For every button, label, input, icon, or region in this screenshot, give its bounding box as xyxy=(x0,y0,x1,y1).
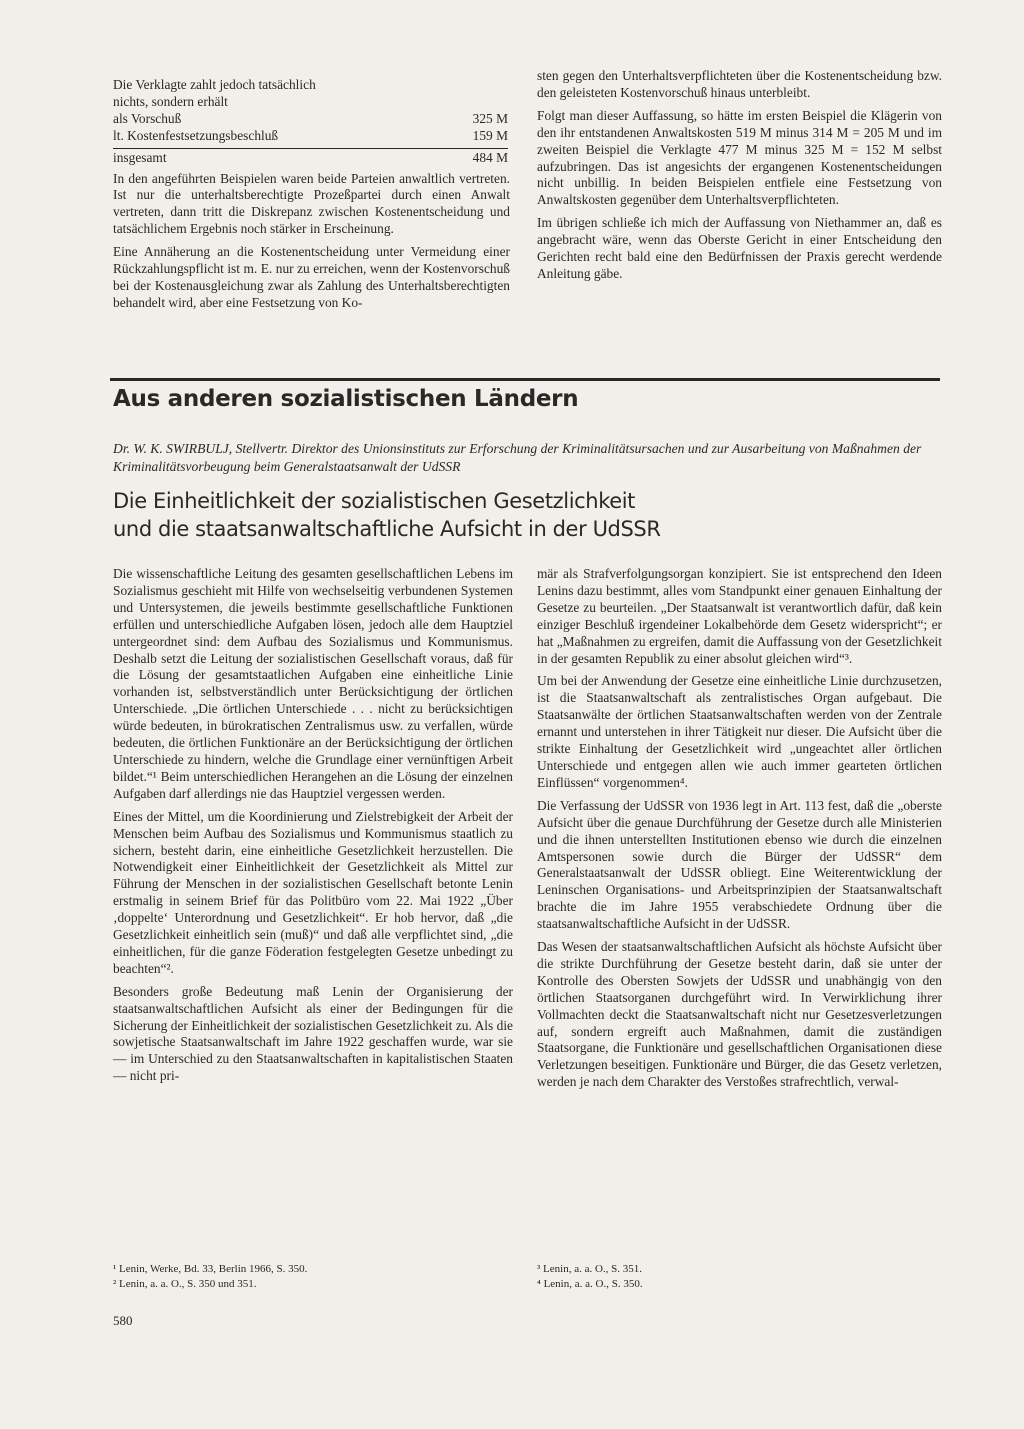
paragraph: sten gegen den Unterhaltsverpflichteten über die Kostenentscheidung bzw. den geleisteten Kostenvorschuß hinaus unterbleibt. xyxy=(537,68,942,100)
footnotes-left xyxy=(113,1262,513,1292)
intro-line: nichts, sondern erhält xyxy=(113,93,228,109)
article-title-line: Die Einheitlichkeit der sozialistischen Gesetzlichkeit xyxy=(113,489,636,513)
top-right-column xyxy=(537,68,942,289)
article-title xyxy=(113,488,943,543)
cost-ledger xyxy=(113,111,508,167)
section-divider xyxy=(110,378,940,381)
article-right-column xyxy=(537,566,942,1097)
paragraph: In den angeführten Beispielen waren beide Parteien anwaltlich vertreten. Ist nur die unterhaltsberechtigte Prozeßpartei durch einen Anwalt vertreten, dann tritt die Diskrepanz zwischen Kostenentscheidung und tatsächlichem Ergebnis noch stärker in Erscheinung. xyxy=(113,170,510,237)
intro-line: Die Verklagte zahlt jedoch tatsächlich xyxy=(113,77,316,92)
paragraph: mär als Strafverfolgungsorgan konzipiert. Sie ist entsprechend den Ideen Lenins dazu bestimmt, alles vom Standpunkt einer genauen Einhaltung der Gesetze zu beurteilen. „Der Staatsanwalt ist verantwortlich dafür, daß kein einziger Beschluß irgendeiner Lokalbehörde dem Gesetz widerspricht“; er hat „Maßnahmen zu ergreifen, damit die Auffassung von der Gesetzlichkeit in der gesamten Republik zu einer absolut gleichen wird“³. xyxy=(537,566,942,666)
top-left-column xyxy=(113,77,510,318)
ledger-row xyxy=(113,128,508,145)
paragraph: Das Wesen der staatsanwaltschaftlichen Aufsicht als höchste Aufsicht über die strikte Durchführung der Gesetze besteht darin, daß sie unter der Kontrolle des Obersten Sowjets der UdSSR und unabhängig von den örtlichen Staatsorganen durchgeführt wird. In Verwirklichung ihrer Vollmachten deckt die Staatsanwaltschaft nicht nur Gesetzesverletzungen auf, sondern ergreift auch Maßnahmen, damit die zuständigen Staatsorgane, die Funktionäre und gesellschaftlichen Organisationen diese Verletzungen beseitigen. Funktionäre und Bürger, die das Gesetz verletzen, werden je nach dem Charakter des Verstoßes strafrechtlich, verwal- xyxy=(537,939,942,1090)
section-heading: Aus anderen sozialistischen Ländern xyxy=(113,386,579,412)
ledger-total-amount: 484 M xyxy=(472,149,508,165)
ledger-total-label: insgesamt xyxy=(113,149,167,165)
paragraph: Um bei der Anwendung der Gesetze eine einheitliche Linie durchzusetzen, ist die Staatsanwaltschaft als zentralistisches Organ aufgebaut. Die Staatsanwälte der örtlichen Staatsanwaltschaften werden von der Zentrale ernannt und unterstehen in ihrer Tätigkeit nur dieser. Die Aufsicht über die strikte Einhaltung der Gesetzlichkeit wird „ungeachtet aller örtlichen Unterschiede und entgegen allen wie auch immer gearteten örtlichen Einflüssen“ vorgenommen⁴. xyxy=(537,673,942,790)
paragraph: Die wissenschaftliche Leitung des gesamten gesellschaftlichen Lebens im Sozialismus geschieht mit Hilfe von wechselseitig verbundenen Systemen und Untersystemen, die jeweils bestimmte gesellschaftliche Funktionen erfüllen und unterschiedliche Aufgaben lösen, jedoch alle dem Hauptziel untergeordnet sind: dem Aufbau des Sozialismus und Kommunismus. Deshalb setzt die Leitung der sozialistischen Gesellschaft voraus, daß für die Lösung der gesamtstaatlichen Aufgaben eine einheitliche Linie vorhanden ist, selbstverständlich unter Berücksichtigung der örtlichen Unterschiede. „Die örtlichen Unterschiede . . . nicht zu berücksichtigen würde bedeuten, in bürokratischen Zentralismus usw. zu verfallen, würde bedeuten, die örtlichen Funktionäre an der Berücksichtigung der örtlichen Unterschiede zu hindern, welche die Grundlage einer vernünftigen Arbeit bildet.“¹ Beim unterschiedlichen Herangehen an die Lösung der einzelnen Aufgaben darf allerdings nie das Hauptziel vergessen werden. xyxy=(113,566,513,801)
ledger-amount: 159 M xyxy=(472,127,508,143)
author-byline: Dr. W. K. SWIRBULJ, Stellvertr. Direktor des Unionsinstituts zur Erforschung der Kriminalitätsursachen und zur Ausarbeitung von Maßnahmen der Kriminalitätsvorbeugung beim Generalstaatsanwalt der UdSSR xyxy=(113,441,922,474)
paragraph: Eine Annäherung an die Kostenentscheidung unter Vermeidung einer Rückzahlungspflicht ist m. E. nur zu erreichen, wenn der Kostenvorschuß bei der Kostenausgleichung zwar als Zahlung des Unterhaltsberechtigten behandelt wird, aber eine Festsetzung von Ko- xyxy=(113,244,510,310)
ledger-label: als Vorschuß xyxy=(113,110,182,126)
footnote: ⁴ Lenin, a. a. O., S. 350. xyxy=(537,1278,643,1290)
ledger-row xyxy=(113,111,508,128)
footnotes-right xyxy=(537,1262,942,1292)
ledger-total-row xyxy=(113,148,508,167)
footnote: ¹ Lenin, Werke, Bd. 33, Berlin 1966, S. 350. xyxy=(113,1263,308,1275)
paragraph: Folgt man dieser Auffassung, so hätte im ersten Beispiel die Klägerin von den ihr entstandenen Anwaltskosten 519 M minus 314 M = 205 M und im zweiten Beispiel die Verklagte 477 M minus 325 M = 152 M selbst aufzubringen. Das ist angesichts der ergangenen Kostenentscheidungen nicht unbillig. In beiden Beispielen entfiele eine Festsetzung von Anwaltskosten gegenüber dem Unterhaltsverpflichteten. xyxy=(537,107,942,208)
footnote: ³ Lenin, a. a. O., S. 351. xyxy=(537,1263,643,1275)
ledger-label: lt. Kostenfestsetzungsbeschluß xyxy=(113,127,279,143)
footnote: ² Lenin, a. a. O., S. 350 und 351. xyxy=(113,1278,257,1290)
page-number: 580 xyxy=(113,1313,133,1328)
paragraph: Besonders große Bedeutung maß Lenin der Organisierung der staatsanwaltschaftlichen Aufsicht als einer der Bedingungen für die Sicherung der Einheitlichkeit der sozialistischen Gesetzlichkeit zu. Als die sowjetische Staatsanwaltschaft im Jahre 1922 geschaffen wurde, war sie — im Unterschied zu den Staatsanwaltschaften in kapitalistischen Staaten — nicht pri- xyxy=(113,983,513,1084)
paragraph: Im übrigen schließe ich mich der Auffassung von Niethammer an, daß es angebracht wäre, wenn das Oberste Gericht in einer Entscheidung den Gerichten recht bald eine den Bedürfnissen der Praxis gerecht werdende Anleitung gäbe. xyxy=(537,215,942,281)
article-left-column xyxy=(113,566,513,1091)
article-title-line: und die staatsanwaltschaftliche Aufsicht in der UdSSR xyxy=(113,516,661,541)
paragraph: Die Verfassung der UdSSR von 1936 legt in Art. 113 fest, daß die „oberste Aufsicht über die genaue Durchführung der Gesetze durch alle Ministerien und die ihnen unterstellten Institutionen ebenso wie durch die einzelnen Amtspersonen sowie durch die Bürger der UdSSR“ dem Generalstaatsanwalt der UdSSR obliegt. Eine Weiterentwicklung der Leninschen Organisations- und Arbeitsprinzipien der Staatsanwaltschaft brachte die im Jahre 1955 verabschiedete Ordnung über die staatsanwaltschaftliche Aufsicht in der UdSSR. xyxy=(537,797,942,932)
paragraph: Eines der Mittel, um die Koordinierung und Zielstrebigkeit der Arbeit der Menschen beim Aufbau des Sozialismus und Kommunismus staatlich zu sichern, besteht darin, eine einheitliche Gesetzlichkeit herzustellen. Die Notwendigkeit einer Einheitlichkeit der Gesetzlichkeit als Mittel zur Führung der Menschen in der sozialistischen Gesellschaft betonte Lenin erstmalig in seinem Brief für das Politbüro vom 22. Mai 1922 „Über ‚doppelte‘ Unterordnung und Gesetzlichkeit“. Er hob hervor, daß „die Gesetzlichkeit einheitlich sein (muß)“ und daß alle verpflichtet sind, „die einheitlichen, für die ganze Föderation festgelegten Gesetze unbedingt zu beachten“². xyxy=(113,808,513,976)
ledger-amount: 325 M xyxy=(472,110,508,126)
